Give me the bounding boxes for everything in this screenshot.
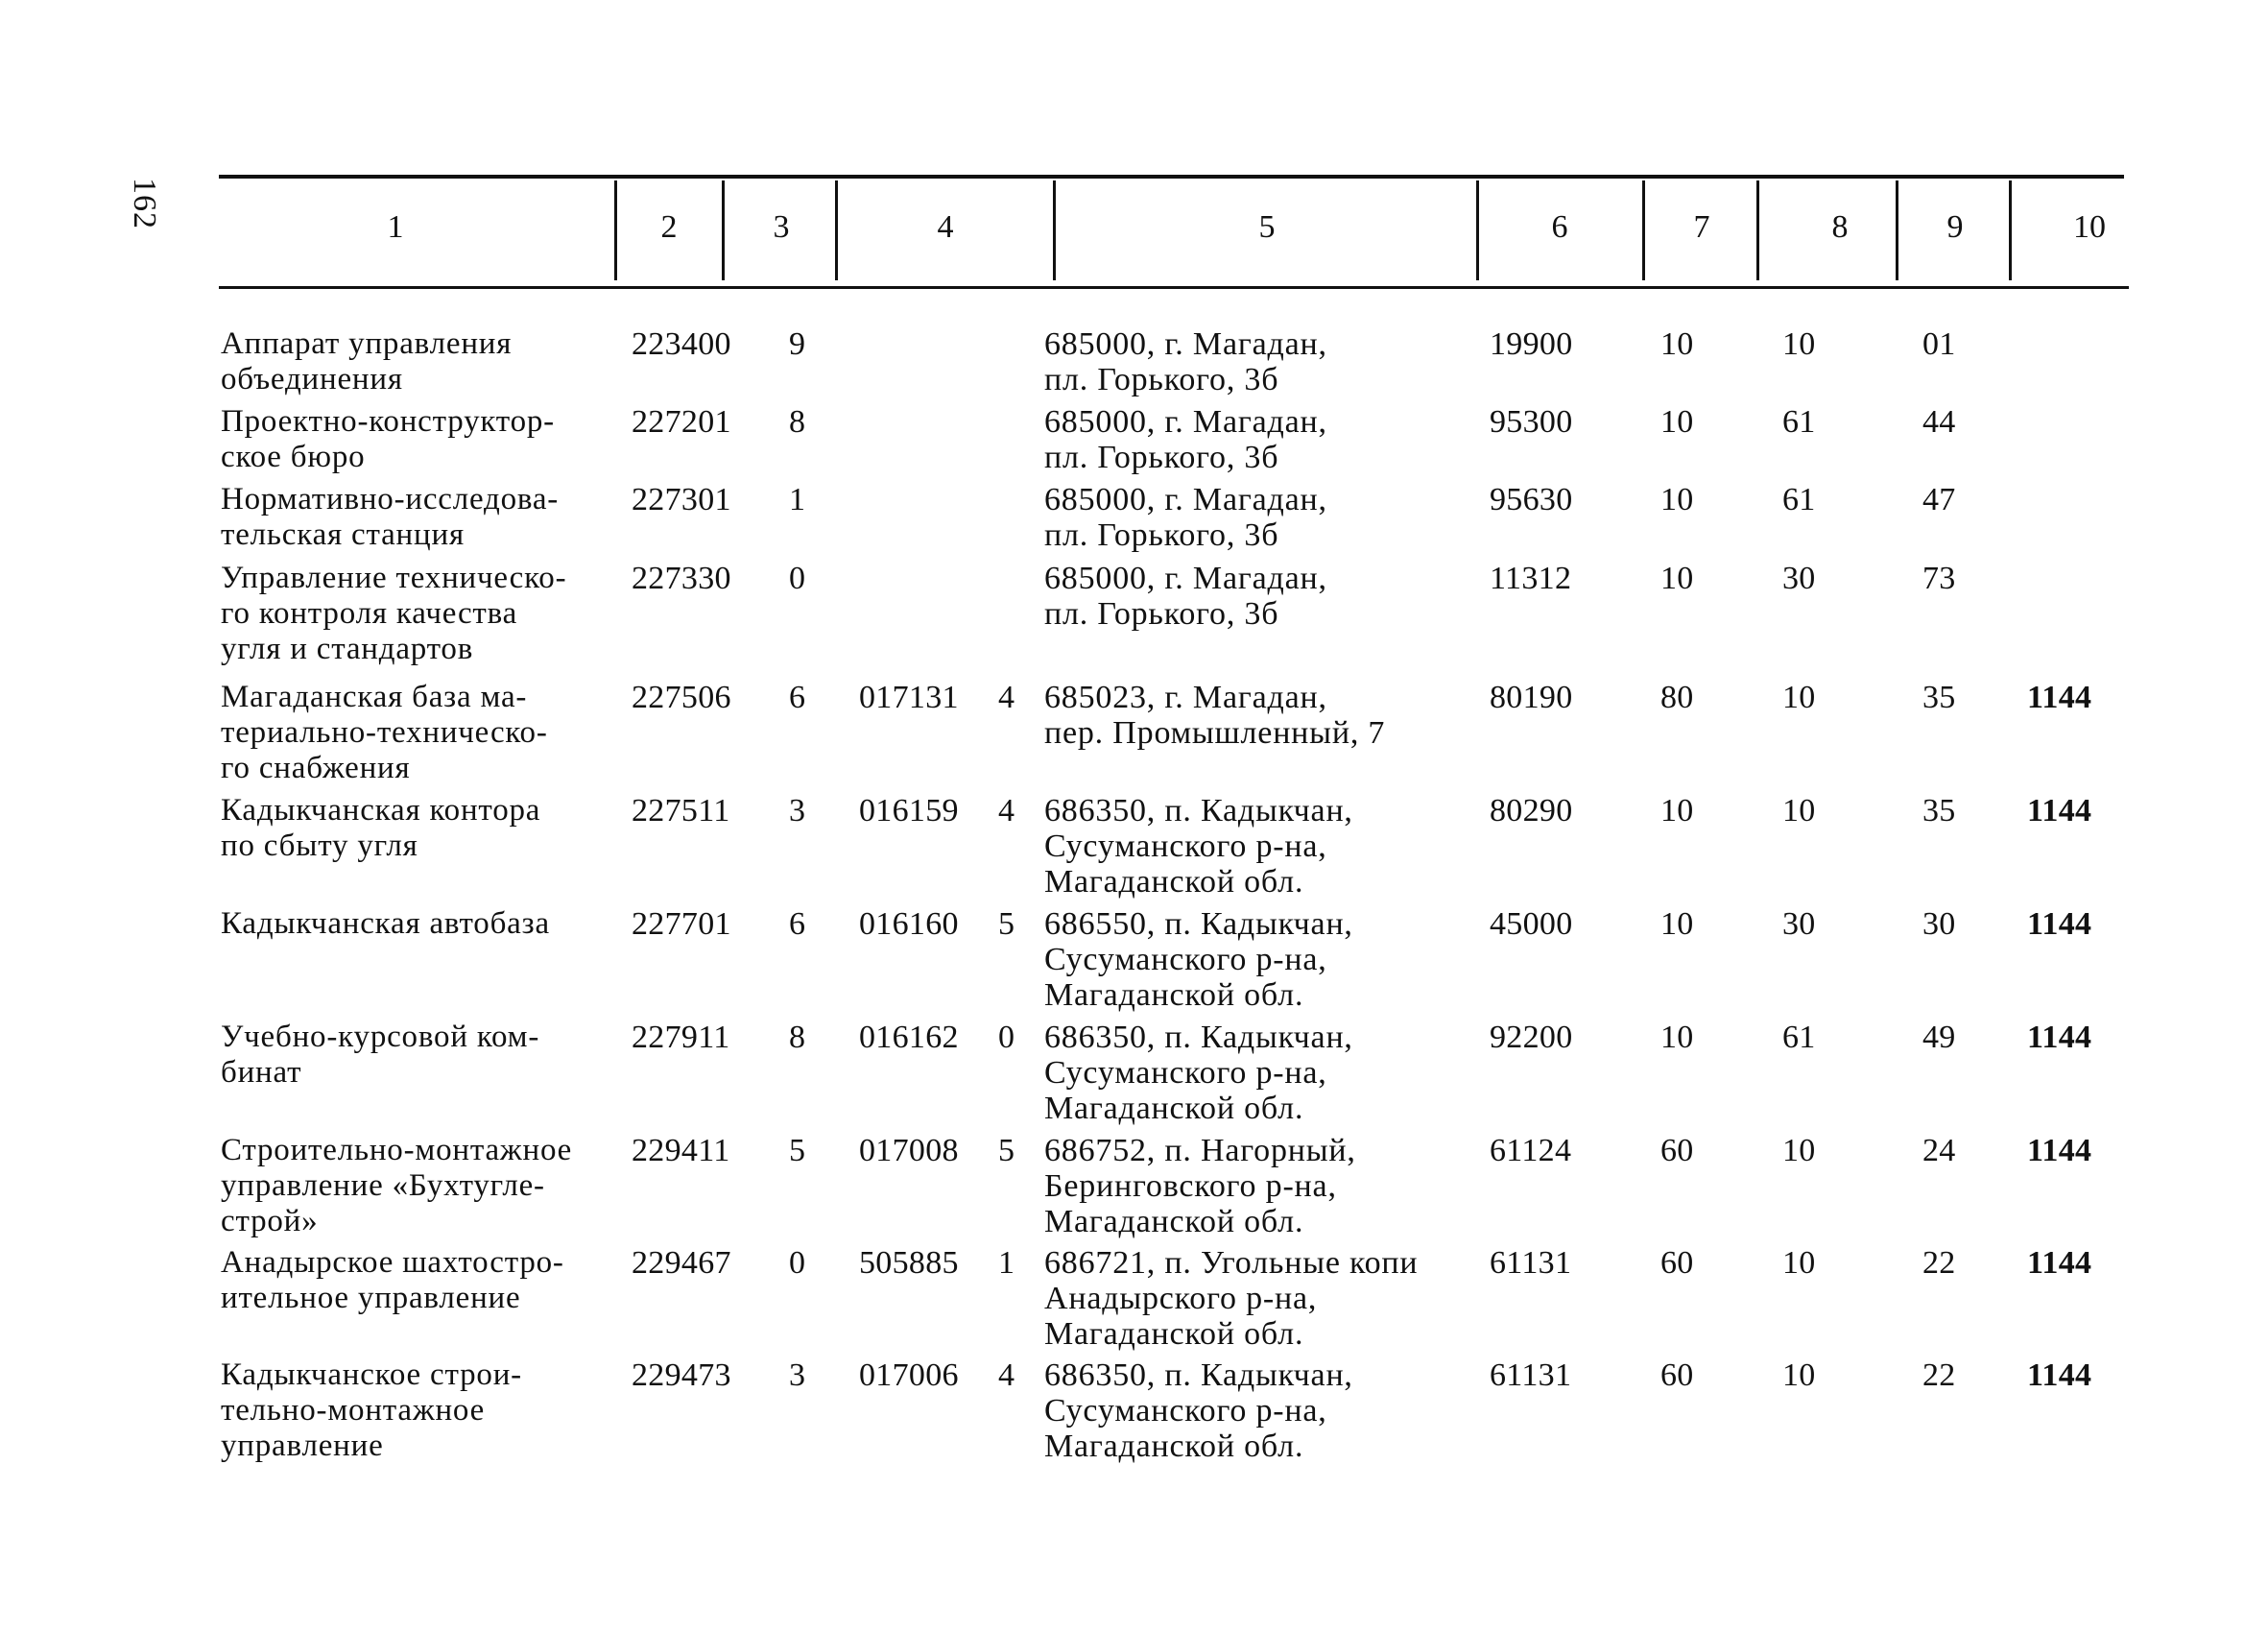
address: 686350, п. Кадыкчан, Сусуманского р-на, Магаданской обл. (1044, 1020, 1353, 1126)
code-col-7: 10 (1660, 793, 1694, 829)
code-col-3: 9 (789, 326, 806, 362)
code-col-2: 227301 (632, 482, 731, 517)
code-col-10: 1144 (2027, 906, 2092, 942)
address: 686550, п. Кадыкчан, Сусуманского р-на, Магаданской обл. (1044, 906, 1353, 1013)
code-col-2: 229411 (632, 1133, 730, 1168)
address: 686350, п. Кадыкчан, Сусуманского р-на, Магаданской обл. (1044, 793, 1353, 900)
code-col-4: 016160 (859, 906, 959, 942)
code-col-4-check: 5 (998, 1133, 1015, 1168)
header-divider (614, 180, 617, 280)
code-col-8: 61 (1782, 1020, 1816, 1055)
address: 685000, г. Магадан, пл. Горького, 3б (1044, 482, 1327, 553)
code-col-9: 49 (1922, 1020, 1956, 1055)
code-col-7: 60 (1660, 1133, 1694, 1168)
header-divider (722, 180, 725, 280)
code-col-9: 30 (1922, 906, 1956, 942)
code-col-3: 8 (789, 1020, 806, 1055)
code-col-6: 61131 (1490, 1245, 1572, 1281)
code-col-6: 95300 (1490, 404, 1573, 440)
code-col-3: 6 (789, 906, 806, 942)
code-col-8: 61 (1782, 482, 1816, 517)
header-col-2: 2 (660, 209, 678, 245)
code-col-9: 44 (1922, 404, 1956, 440)
code-col-4-check: 5 (998, 906, 1015, 942)
code-col-4: 017006 (859, 1357, 959, 1393)
code-col-8: 10 (1782, 326, 1816, 362)
code-col-7: 10 (1660, 906, 1694, 942)
table-top-rule (219, 175, 2124, 179)
code-col-3: 6 (789, 680, 806, 715)
header-divider (1053, 180, 1056, 280)
code-col-4: 017131 (859, 680, 959, 715)
code-col-9: 47 (1922, 482, 1956, 517)
code-col-7: 10 (1660, 561, 1694, 596)
header-divider (1476, 180, 1479, 280)
org-name: Кадыкчанское строи- тельно-монтажное управление (221, 1357, 522, 1463)
header-divider (2009, 180, 2012, 280)
address: 686350, п. Кадыкчан, Сусуманского р-на, Магаданской обл. (1044, 1357, 1353, 1464)
header-col-10: 10 (2073, 209, 2106, 245)
code-col-10: 1144 (2027, 1245, 2092, 1281)
code-col-8: 10 (1782, 1357, 1816, 1393)
code-col-4: 505885 (859, 1245, 959, 1281)
code-col-6: 61124 (1490, 1133, 1572, 1168)
code-col-10: 1144 (2027, 793, 2092, 829)
code-col-7: 10 (1660, 404, 1694, 440)
code-col-4-check: 0 (998, 1020, 1015, 1055)
code-col-3: 3 (789, 793, 806, 829)
code-col-3: 8 (789, 404, 806, 440)
code-col-8: 10 (1782, 1245, 1816, 1281)
header-divider (1756, 180, 1759, 280)
code-col-7: 60 (1660, 1357, 1694, 1393)
code-col-9: 35 (1922, 680, 1956, 715)
code-col-6: 19900 (1490, 326, 1573, 362)
header-col-7: 7 (1693, 209, 1710, 245)
org-name: Учебно-курсовой ком- бинат (221, 1020, 540, 1090)
code-col-2: 229473 (632, 1357, 731, 1393)
header-divider (1896, 180, 1898, 280)
org-name: Проектно-конструктор- ское бюро (221, 404, 555, 474)
header-col-9: 9 (1946, 209, 1964, 245)
code-col-10: 1144 (2027, 1133, 2092, 1168)
code-col-2: 227911 (632, 1020, 730, 1055)
code-col-3: 1 (789, 482, 806, 517)
code-col-9: 24 (1922, 1133, 1956, 1168)
org-name: Нормативно-исследова- тельская станция (221, 482, 560, 552)
code-col-9: 73 (1922, 561, 1956, 596)
code-col-8: 10 (1782, 1133, 1816, 1168)
header-col-5: 5 (1258, 209, 1276, 245)
code-col-7: 10 (1660, 326, 1694, 362)
address: 686721, п. Угольные копи Анадырского р-на, Магаданской обл. (1044, 1245, 1419, 1352)
code-col-4: 017008 (859, 1133, 959, 1168)
code-col-2: 223400 (632, 326, 731, 362)
code-col-4-check: 1 (998, 1245, 1015, 1281)
org-name: Кадыкчанская контора по сбыту угля (221, 793, 541, 863)
code-col-2: 227506 (632, 680, 731, 715)
code-col-3: 3 (789, 1357, 806, 1393)
header-col-4: 4 (937, 209, 954, 245)
org-name: Кадыкчанская автобаза (221, 906, 550, 941)
code-col-6: 80290 (1490, 793, 1573, 829)
header-col-8: 8 (1831, 209, 1849, 245)
code-col-2: 227701 (632, 906, 731, 942)
code-col-8: 30 (1782, 906, 1816, 942)
code-col-9: 35 (1922, 793, 1956, 829)
address: 685000, г. Магадан, пл. Горького, 3б (1044, 326, 1327, 397)
address: 685000, г. Магадан, пл. Горького, 3б (1044, 404, 1327, 475)
code-col-6: 61131 (1490, 1357, 1572, 1393)
header-col-1: 1 (387, 209, 404, 245)
code-col-2: 229467 (632, 1245, 731, 1281)
address: 685023, г. Магадан, пер. Промышленный, 7 (1044, 680, 1386, 751)
code-col-6: 80190 (1490, 680, 1573, 715)
code-col-4-check: 4 (998, 680, 1015, 715)
code-col-3: 0 (789, 1245, 806, 1281)
table-header-rule (219, 286, 2129, 289)
code-col-3: 5 (789, 1133, 806, 1168)
code-col-6: 11312 (1490, 561, 1572, 596)
address: 685000, г. Магадан, пл. Горького, 3б (1044, 561, 1327, 632)
header-col-3: 3 (773, 209, 790, 245)
code-col-10: 1144 (2027, 1357, 2092, 1393)
org-name: Аппарат управления объединения (221, 326, 513, 396)
code-col-10: 1144 (2027, 680, 2092, 715)
page-number: 162 (127, 178, 162, 229)
code-col-4-check: 4 (998, 793, 1015, 829)
code-col-2: 227330 (632, 561, 731, 596)
address: 686752, п. Нагорный, Беринговского р-на, Магаданской обл. (1044, 1133, 1356, 1239)
code-col-8: 30 (1782, 561, 1816, 596)
code-col-7: 60 (1660, 1245, 1694, 1281)
code-col-9: 22 (1922, 1357, 1956, 1393)
code-col-10: 1144 (2027, 1020, 2092, 1055)
code-col-4: 016162 (859, 1020, 959, 1055)
header-col-6: 6 (1551, 209, 1568, 245)
code-col-4-check: 4 (998, 1357, 1015, 1393)
code-col-3: 0 (789, 561, 806, 596)
code-col-8: 10 (1782, 793, 1816, 829)
code-col-2: 227511 (632, 793, 730, 829)
code-col-9: 22 (1922, 1245, 1956, 1281)
code-col-2: 227201 (632, 404, 731, 440)
code-col-4: 016159 (859, 793, 959, 829)
org-name: Анадырское шахтостро- ительное управление (221, 1245, 564, 1315)
code-col-7: 10 (1660, 482, 1694, 517)
code-col-8: 61 (1782, 404, 1816, 440)
code-col-6: 45000 (1490, 906, 1573, 942)
org-name: Строительно-монтажное управление «Бухтугле- строй» (221, 1133, 573, 1238)
code-col-8: 10 (1782, 680, 1816, 715)
code-col-6: 92200 (1490, 1020, 1573, 1055)
code-col-7: 10 (1660, 1020, 1694, 1055)
header-divider (835, 180, 838, 280)
code-col-6: 95630 (1490, 482, 1573, 517)
code-col-7: 80 (1660, 680, 1694, 715)
org-name: Магаданская база ма- териально-техническо- го снабжения (221, 680, 548, 785)
header-divider (1642, 180, 1645, 280)
org-name: Управление техническо- го контроля качества угля и стандартов (221, 561, 567, 666)
code-col-9: 01 (1922, 326, 1956, 362)
